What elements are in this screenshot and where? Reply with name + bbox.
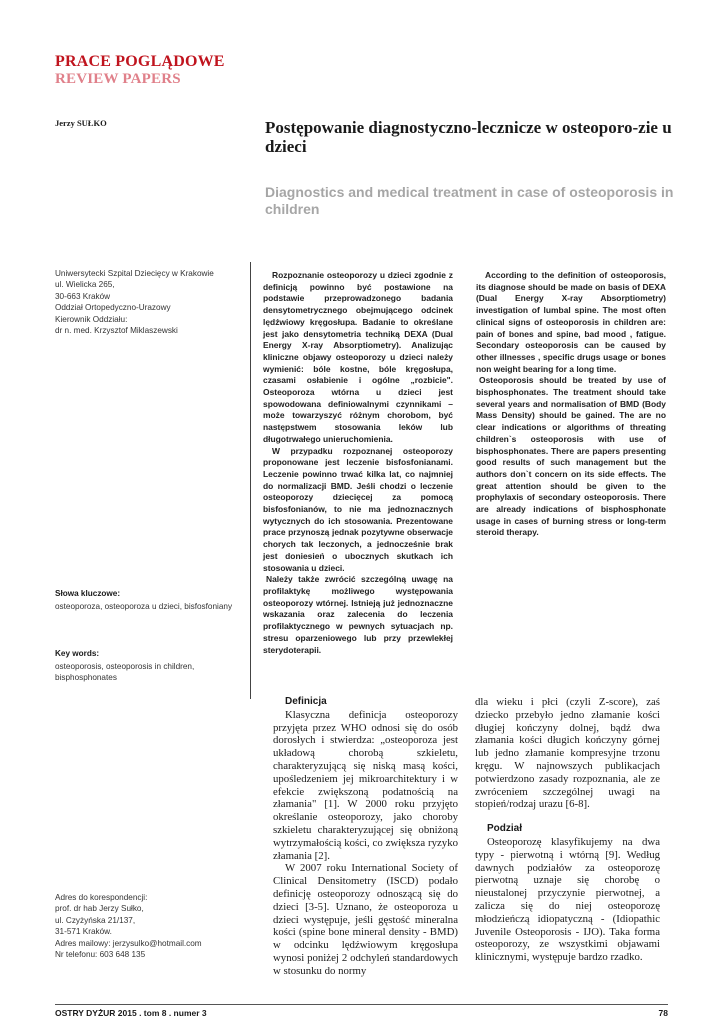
affiliation-line: Uniwersytecki Szpital Dziecięcy w Krakowie — [55, 269, 214, 278]
correspondence-address — [55, 892, 240, 960]
section-title-pl: PRACE POGLĄDOWE — [55, 53, 225, 70]
affiliation-line: 30-663 Kraków — [55, 291, 111, 301]
author-affiliation — [55, 268, 240, 336]
abstract-en-paragraph: According to the definition of osteoporosis, its diagnose should be made on basis of DEXA (Dual Energy X-ray Absorptiometry) investigation of lumbal spine. The most often clinical signs of osteoporosis in children are: pain of bones and spine, bad mood , fatigue. Secondary osteoporosis can be caused by other illnesses , specific drugs usage or bones non weight bearing for a long time. — [476, 270, 666, 374]
correspondence-phone: Nr telefonu: 603 648 135 — [55, 950, 146, 960]
body-paragraph: Osteoporozę klasyfikujemy na dwa typy - pierwotną i wtórną [9]. Według dawnych podziałów za osteoporozę pierwotną uznaje się chorobę o nieustalonej przyczynie pierwotnej, a zalicza się do niej osteoporozę młodzieńczą idiopatyczną - (Idiopathic Juvenile Osteoporosis - IJO). Taka forma osteoporozy, ze wszystkimi objawami klinicznymi, występuje bardzo rzadko. — [475, 835, 660, 964]
affiliation-line: ul. Wielicka 265, — [55, 280, 115, 290]
keywords-en-title: Key words: — [55, 649, 100, 658]
correspondence-line: 31-571 Kraków. — [55, 927, 112, 937]
correspondence-line: Adres do korespondencji: — [55, 893, 148, 902]
abstract-en — [476, 270, 666, 539]
column-divider — [250, 262, 251, 699]
abstract-pl-paragraph: Rozpoznanie osteoporozy u dzieci zgodnie z definicją powinno być postawione na podstawie przeprowadzonego badania densytometrycznego obejmującego odcinek lędźwiowy kręgosłupa. Badanie to określane jest jako densytometria techniką DEXA (Dual Energy X-ray Absorptiometry). Analizując kliniczne objawy osteoporozy u dzieci należy wymienić: bóle kostne, bóle kręgosłupa, czasami osłabienie i ogólne „rozbicie". Osteoporoza wtórna u dzieci jest spowodowana definiowalnymi czynnikami – może towarzyszyć różnym chorobom, być następstwem stosowania leków lub długotrwałego unieruchomienia. — [263, 270, 453, 444]
correspondence-line: ul. Czyżyńska 21/137, — [55, 915, 136, 925]
affiliation-line: Oddział Ortopedyczno-Urazowy — [55, 303, 171, 313]
abstract-pl-paragraph: Należy także zwrócić szczególną uwagę na profilaktykę możliwego występowania osteoporozy wtórnej. Istnieją już jednoznaczne wskazania oraz zalecenia do leczenia profilaktycznego w pewnych sytuacjach np. stresu oparzeniowego lub przy przewlekłej sterydoterapii. — [263, 574, 453, 655]
body-paragraph: W 2007 roku International Society of Clinical Densitometry (ISCD) podało definicję osteoporozy odnoszącą się do dzieci [3-5]. Uznano, że osteoporoza u dzieci występuje, jeśli gęstość mineralna kości (spine bone mineral density - BMD) w odcinku lędźwiowym kręgosłupa wynosi poniżej 2 odchyleń standardowych w stosunku do normy — [273, 862, 458, 977]
keywords-pl-text: osteoporoza, osteoporoza u dzieci, bisfosfoniany — [55, 602, 233, 611]
body-column-left — [273, 696, 458, 978]
section-title-en: REVIEW PAPERS — [55, 71, 181, 87]
body-paragraph: Klasyczna definicja osteoporozy przyjęta przez WHO odnosi się do osób dorosłych i stwierdza: „osteoporoza jest układową chorobą szkieletu, charakteryzującą się niską masą kości, upośledzeniem jej mikroarchitektury i w efekcie zwiększoną podatnością na złamania" [1]. W 2000 roku przyjęto określanie osteoporozy, jako choroby szkieletu charakteryzującej się obniżoną wytrzymałością kości, co zwiększa ryzyko złamania [2]. — [273, 708, 458, 862]
article-title-pl: Postępowanie diagnostyczno-lecznicze w osteoporo-zie u dzieci — [265, 118, 672, 156]
article-title-en: Diagnostics and medical treatment in case of osteoporosis in children — [265, 184, 674, 217]
body-column-right — [475, 696, 660, 964]
footer-rule — [55, 1004, 668, 1005]
affiliation-line: Kierownik Oddziału: — [55, 314, 128, 324]
author-name: Jerzy SUŁKO — [55, 118, 107, 128]
correspondence-line: prof. dr hab Jerzy Sułko, — [55, 904, 144, 914]
page-number: 78 — [658, 1008, 668, 1018]
body-paragraph: dla wieku i płci (czyli Z-score), zaś dziecko przebyło jedno złamanie kości długiej kończyny dolnej, bądź dwa złamania kości długich kończyny górnej lub jedno złamanie kompresyjne trzonu kręgu. W najnowszych publikacjach potwierdzono zasady rozpoznania, ale ze zwróceniem szczególnej uwagi na stopień/rodzaj urazu [6-8]. — [475, 696, 660, 811]
keywords-en-text: osteoporosis, osteoporosis in children, bisphosphonates — [55, 662, 195, 683]
abstract-pl — [263, 270, 453, 656]
abstract-en-paragraph: Osteoporosis should be treated by use of bisphosphonates. The treatment should take several years and normalisation of BMD (Body Mass Density) should be gained. The are no clear indications or algorithms of threating children`s osteoporosis with use of bisphosphonates. There are papers presenting good results of such management but the authors don`t concern on its side effects. The great attention should be given to the prophylaxis of secondary osteoporosis. There are already indications of bisphosphonate usage in cases of burning stress or long-term steroid therapy. — [476, 375, 666, 538]
section-heading-podzial: Podział — [487, 823, 523, 835]
correspondence-email: Adres mailowy: jerzysulko@hotmail.com — [55, 938, 202, 948]
affiliation-line: dr n. med. Krzysztof Miklaszewski — [55, 326, 178, 336]
section-heading-definicja: Definicja — [285, 696, 327, 707]
abstract-pl-paragraph: W przypadku rozpoznanej osteoporozy proponowane jest leczenie bisfosfonianami. Leczenie powinno trwać kilka lat, co najmniej do normalizacji BMD. Jeśli chodzi o leczenie osteoporozy dziecięcej za pomocą bisfosfonianów, to nie ma jednoznacznych wytycznych do ich stosowania. Prezentowane prace przynoszą jednak pozytywne obserwacje chorych tak leczonych, a jednocześnie brak jest doniesień o ubocznych skutkach ich stosowania u dzieci. — [263, 445, 453, 573]
footer-journal: OSTRY DYŻUR 2015 . tom 8 . numer 3 — [55, 1008, 207, 1018]
keywords-pl-title: Słowa kluczowe: — [55, 589, 121, 598]
